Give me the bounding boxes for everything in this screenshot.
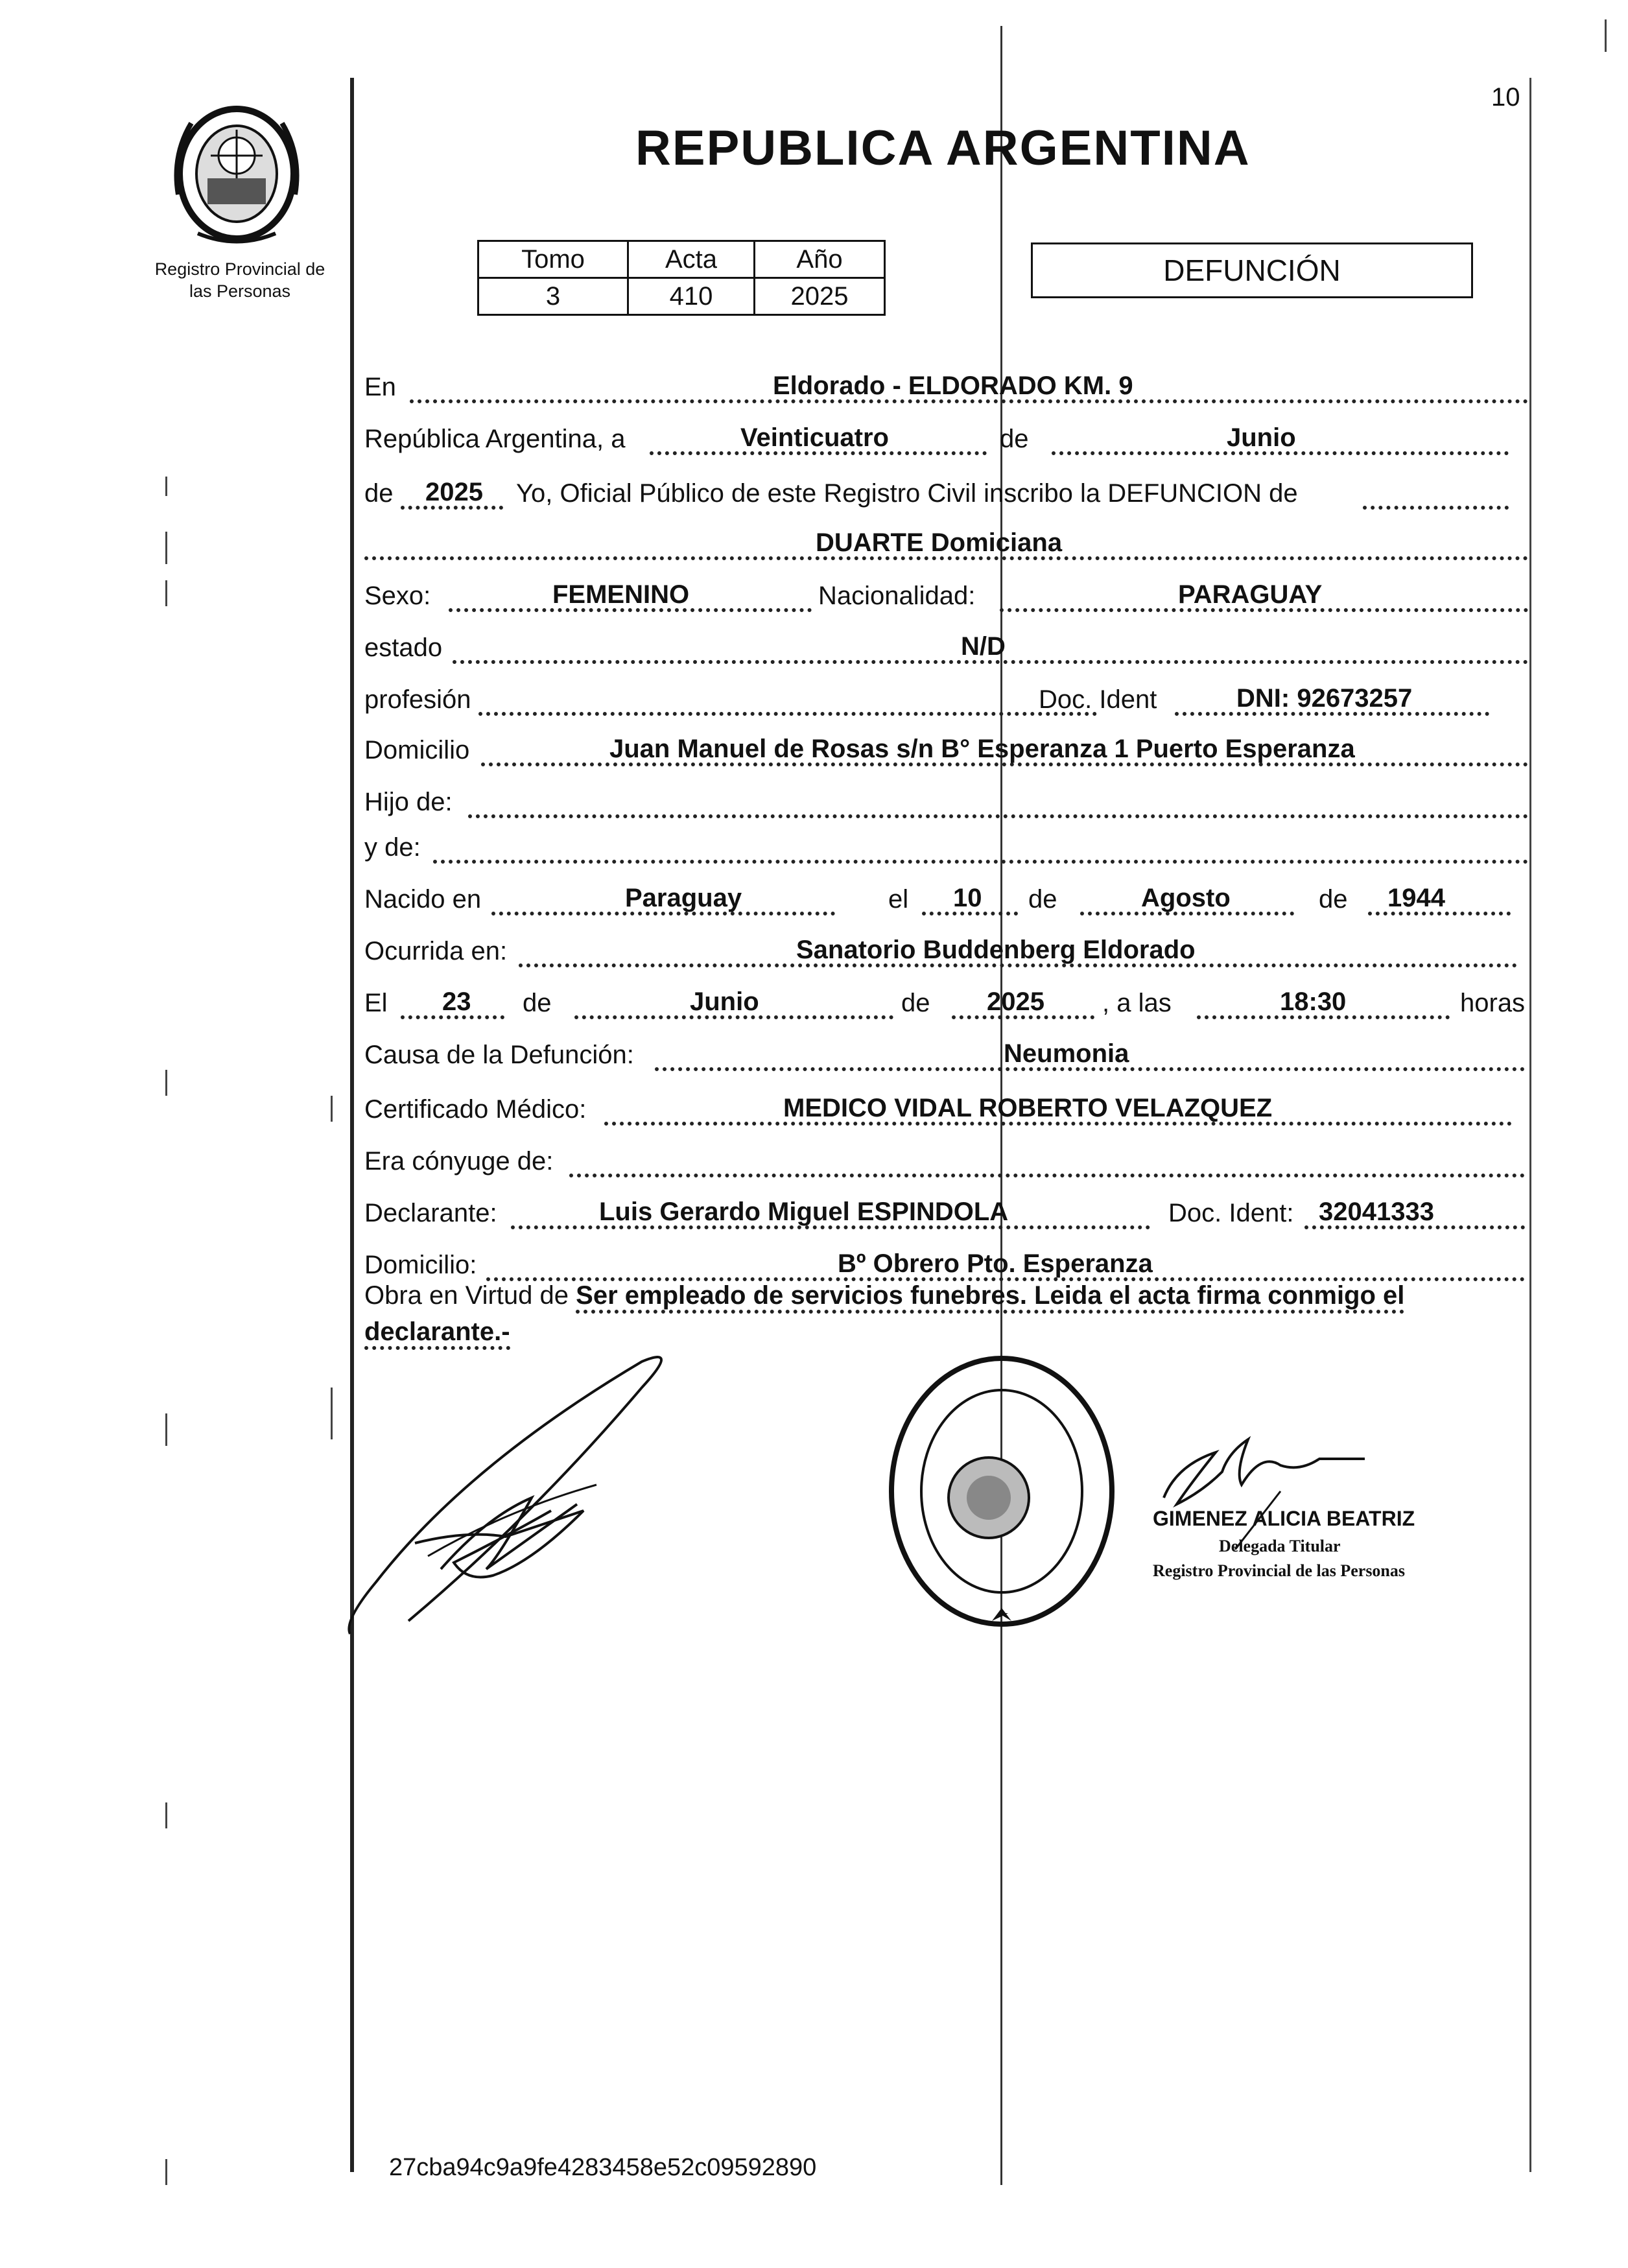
margin-mark — [331, 1096, 333, 1122]
registry-label-line1: Registro Provincial de — [154, 259, 325, 279]
label-en: En — [364, 373, 396, 401]
row-profesion — [364, 670, 1528, 722]
country-title: REPUBLICA ARGENTINA — [635, 121, 1251, 176]
row-nombre — [364, 515, 1528, 567]
row-oficial — [364, 464, 1528, 516]
value-estado: N/D — [961, 632, 1006, 661]
margin-mark — [165, 2159, 167, 2185]
declarant-signature — [337, 1349, 700, 1647]
value-def-dia: 23 — [442, 987, 471, 1016]
row-certificado — [364, 1080, 1528, 1132]
value-sexo: FEMENINO — [552, 580, 690, 609]
value-declarante-doc: 32041333 — [1319, 1198, 1434, 1226]
label-profesion: profesión — [364, 685, 471, 714]
margin-mark — [1605, 19, 1607, 52]
registration-table — [477, 240, 886, 316]
label-conyuge: Era cónyuge de: — [364, 1147, 554, 1175]
document-hash: 27cba94c9a9fe4283458e52c09592890 — [389, 2154, 817, 2181]
value-nac-anio: 1944 — [1387, 884, 1445, 912]
value-lugar: Eldorado - ELDORADO KM. 9 — [773, 372, 1133, 400]
value-nacido-en: Paraguay — [625, 884, 742, 912]
registry-label-line2: las Personas — [189, 281, 291, 301]
label-y-de: y de: — [364, 833, 421, 862]
value-causa: Neumonia — [1004, 1039, 1129, 1068]
field-profesion — [478, 667, 1097, 716]
margin-mark — [331, 1388, 333, 1439]
acta-value: 410 — [628, 278, 755, 315]
row-sexo-nacionalidad — [364, 567, 1528, 619]
margin-mark — [165, 1070, 167, 1096]
label-doc-ident: Doc. Ident — [1039, 685, 1157, 714]
value-ocurrida-en: Sanatorio Buddenberg Eldorado — [796, 936, 1196, 964]
label-nacionalidad: Nacionalidad: — [818, 582, 976, 610]
row-declarante — [364, 1184, 1528, 1236]
row-lugar — [364, 358, 1528, 410]
value-declarante: Luis Gerardo Miguel ESPINDOLA — [599, 1198, 1009, 1226]
row-fecha-defuncion — [364, 974, 1528, 1026]
official-stamp — [879, 1349, 1125, 1647]
tomo-value: 3 — [478, 278, 628, 315]
label-de-nac2: de — [1319, 885, 1348, 914]
row-y-de — [364, 818, 1528, 870]
row-fecha-inscripcion — [364, 410, 1528, 462]
value-def-mes: Junio — [690, 987, 759, 1016]
value-nombre: DUARTE Domiciana — [816, 528, 1063, 557]
value-domicilio-declarante: Bº Obrero Pto. Esperanza — [838, 1249, 1153, 1278]
anio-value: 2025 — [755, 278, 885, 315]
margin-mark — [165, 1802, 167, 1828]
value-mes: Junio — [1227, 423, 1296, 452]
margin-mark — [165, 1413, 167, 1446]
label-doc-ident2: Doc. Ident: — [1168, 1199, 1294, 1227]
label-nacido-en: Nacido en — [364, 885, 482, 914]
label-estado: estado — [364, 633, 443, 662]
value-domicilio: Juan Manuel de Rosas s/n B° Esperanza 1 Puerto Esperanza — [609, 735, 1355, 763]
label-domicilio2: Domicilio: — [364, 1251, 477, 1279]
value-def-hora: 18:30 — [1280, 987, 1347, 1016]
row-obra-en-virtud — [364, 1277, 1528, 1350]
right-margin-rule — [1529, 78, 1531, 2172]
label-causa: Causa de la Defunción: — [364, 1041, 634, 1069]
label-de2: de — [364, 479, 394, 508]
document-type-box: DEFUNCIÓN — [1031, 242, 1473, 298]
label-hijo-de: Hijo de: — [364, 788, 453, 816]
anio-header: Año — [755, 241, 885, 278]
label-ocurrida-en: Ocurrida en: — [364, 937, 508, 965]
field-y-de — [433, 814, 1528, 864]
registration-value-row — [478, 278, 885, 315]
label-yo-oficial: Yo, Oficial Público de este Registro Civil inscribo la DEFUNCION de — [516, 479, 1298, 508]
label-el2: El — [364, 989, 388, 1017]
value-nacionalidad: PARAGUAY — [1178, 580, 1323, 609]
value-certificado: MEDICO VIDAL ROBERTO VELAZQUEZ — [783, 1094, 1273, 1122]
label-republica: República Argentina, a — [364, 425, 626, 453]
value-dia-letras: Veinticuatro — [740, 423, 889, 452]
signatory-org: Registro Provincial de las Personas — [1153, 1561, 1406, 1580]
value-obra-en-virtud: Ser empleado de servicios funebres. Leida el acta firma conmigo el declarante.- — [364, 1281, 1404, 1350]
row-ocurrida-en — [364, 922, 1528, 974]
row-nacimiento — [364, 870, 1528, 922]
label-de: de — [1000, 425, 1029, 453]
registration-header-row — [478, 241, 885, 278]
tomo-header: Tomo — [478, 241, 628, 278]
registry-label — [130, 258, 350, 302]
label-declarante: Declarante: — [364, 1199, 497, 1227]
margin-mark — [165, 477, 167, 496]
label-de-def2: de — [901, 989, 930, 1017]
label-de-def1: de — [523, 989, 552, 1017]
label-sexo: Sexo: — [364, 582, 431, 610]
label-horas: horas — [1460, 989, 1526, 1017]
field-conyuge — [569, 1128, 1525, 1177]
field-hijo-de — [468, 769, 1528, 818]
value-anio: 2025 — [425, 478, 483, 506]
row-estado — [364, 619, 1528, 670]
signatory-role: Delegada Titular — [1219, 1537, 1341, 1555]
row-conyuge — [364, 1132, 1528, 1184]
label-de-nac1: de — [1028, 885, 1057, 914]
acta-header: Acta — [628, 241, 755, 278]
label-obra-en-virtud: Obra en Virtud de — [364, 1281, 569, 1310]
provincial-seal-logo — [159, 97, 314, 253]
page-number: 10 — [1491, 83, 1520, 112]
label-domicilio: Domicilio — [364, 736, 470, 764]
signatory-name: GIMENEZ ALICIA BEATRIZ — [1153, 1507, 1415, 1530]
row-domicilio — [364, 721, 1528, 773]
row-causa — [364, 1026, 1528, 1078]
field-defuncion-de — [1363, 460, 1509, 510]
value-nac-dia: 10 — [953, 884, 982, 912]
value-nac-mes: Agosto — [1141, 884, 1231, 912]
registrar-signature — [1151, 1426, 1410, 1550]
value-def-anio: 2025 — [987, 987, 1044, 1016]
margin-mark — [165, 580, 167, 606]
label-certificado: Certificado Médico: — [364, 1095, 587, 1124]
value-dni: DNI: 92673257 — [1236, 684, 1413, 713]
label-el: el — [888, 885, 909, 914]
left-margin-rule — [350, 78, 354, 2172]
margin-mark — [165, 532, 167, 564]
label-a-las: , a las — [1102, 989, 1172, 1017]
